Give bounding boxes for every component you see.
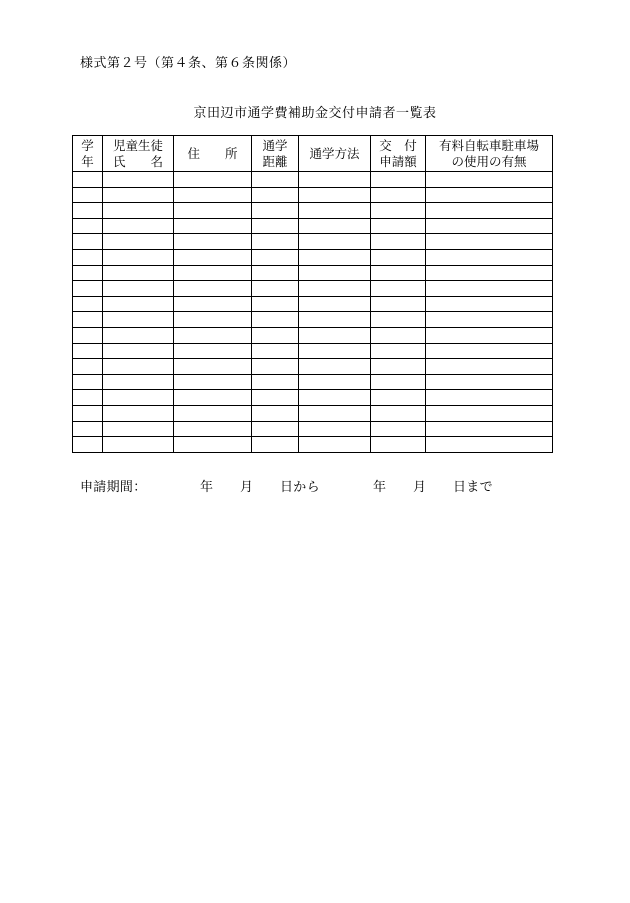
- table-cell[interactable]: [174, 172, 252, 188]
- table-cell[interactable]: [371, 187, 426, 203]
- table-cell[interactable]: [426, 327, 553, 343]
- table-cell[interactable]: [174, 234, 252, 250]
- table-cell[interactable]: [371, 265, 426, 281]
- table-cell[interactable]: [252, 343, 299, 359]
- table-cell[interactable]: [174, 437, 252, 453]
- col-grade: [73, 136, 103, 172]
- table-row: [73, 203, 553, 219]
- from-year-label: 年: [200, 480, 214, 495]
- col-bicycle-parking-use-line-2: の使用の有無: [451, 153, 527, 169]
- table-cell[interactable]: [103, 405, 174, 421]
- table-row: [73, 312, 553, 328]
- col-commute-method: [299, 136, 371, 172]
- table-cell[interactable]: [371, 437, 426, 453]
- table-cell[interactable]: [73, 187, 103, 203]
- table-cell[interactable]: [174, 390, 252, 406]
- table-cell[interactable]: [103, 281, 174, 297]
- table-cell[interactable]: [426, 218, 553, 234]
- col-bicycle-parking-use: [426, 136, 553, 172]
- table-row: [73, 327, 553, 343]
- col-grade-line-1: 学: [81, 137, 94, 153]
- col-requested-amount-line-2: 申請額: [379, 153, 417, 169]
- table-header-row: [73, 136, 553, 172]
- col-address-line-1: 住 所: [187, 145, 238, 161]
- table-cell[interactable]: [252, 281, 299, 297]
- to-day-label: 日まで: [453, 480, 493, 495]
- col-student-name-line-1: 児童生徒: [112, 137, 163, 153]
- table-cell[interactable]: [299, 281, 371, 297]
- table-cell[interactable]: [371, 296, 426, 312]
- table-cell[interactable]: [371, 374, 426, 390]
- table-cell[interactable]: [174, 374, 252, 390]
- to-month-label: 月: [413, 480, 427, 495]
- table-row: [73, 296, 553, 312]
- table-row: [73, 437, 553, 453]
- table-cell[interactable]: [426, 234, 553, 250]
- table-cell[interactable]: [371, 218, 426, 234]
- form-number: 様式第２号（第４条、第６条関係）: [80, 56, 297, 71]
- table-row: [73, 421, 553, 437]
- table-cell[interactable]: [252, 327, 299, 343]
- table-cell[interactable]: [426, 203, 553, 219]
- table-cell[interactable]: [299, 296, 371, 312]
- table-cell[interactable]: [174, 359, 252, 375]
- table-cell[interactable]: [252, 374, 299, 390]
- table-cell[interactable]: [73, 312, 103, 328]
- table-cell[interactable]: [299, 172, 371, 188]
- table-cell[interactable]: [426, 359, 553, 375]
- table-cell[interactable]: [252, 359, 299, 375]
- table-row: [73, 265, 553, 281]
- col-address: [174, 136, 252, 172]
- table-row: [73, 405, 553, 421]
- table-row: [73, 343, 553, 359]
- table-cell[interactable]: [174, 296, 252, 312]
- table-cell[interactable]: [252, 405, 299, 421]
- table-cell[interactable]: [73, 405, 103, 421]
- table-row: [73, 234, 553, 250]
- table-cell[interactable]: [426, 405, 553, 421]
- table-cell[interactable]: [371, 343, 426, 359]
- table-cell[interactable]: [299, 249, 371, 265]
- table-cell[interactable]: [73, 327, 103, 343]
- col-grade-line-2: 年: [81, 153, 94, 169]
- table-cell[interactable]: [371, 390, 426, 406]
- table-cell[interactable]: [252, 437, 299, 453]
- table-row: [73, 281, 553, 297]
- table-cell[interactable]: [299, 327, 371, 343]
- table-cell[interactable]: [73, 390, 103, 406]
- col-student-name-line-2: 氏 名: [112, 153, 163, 169]
- table-cell[interactable]: [299, 359, 371, 375]
- table-cell[interactable]: [174, 187, 252, 203]
- table-cell[interactable]: [426, 421, 553, 437]
- table-cell[interactable]: [73, 359, 103, 375]
- table-cell[interactable]: [426, 265, 553, 281]
- applicant-list-table: [72, 135, 553, 453]
- table-cell[interactable]: [252, 421, 299, 437]
- table-cell[interactable]: [73, 172, 103, 188]
- application-period: [80, 476, 493, 596]
- table-cell[interactable]: [103, 172, 174, 188]
- table-cell[interactable]: [299, 203, 371, 219]
- table-cell[interactable]: [103, 187, 174, 203]
- table-cell[interactable]: [426, 281, 553, 297]
- table-row: [73, 172, 553, 188]
- table-cell[interactable]: [73, 421, 103, 437]
- table-row: [73, 359, 553, 375]
- table-cell[interactable]: [299, 343, 371, 359]
- table-row: [73, 374, 553, 390]
- table-cell[interactable]: [174, 218, 252, 234]
- col-bicycle-parking-use-line-1: 有料自転車駐車場: [438, 137, 539, 153]
- table-cell[interactable]: [103, 421, 174, 437]
- table-cell[interactable]: [426, 390, 553, 406]
- table-cell[interactable]: [73, 437, 103, 453]
- table-cell[interactable]: [103, 203, 174, 219]
- to-year-label: 年: [373, 480, 387, 495]
- table-cell[interactable]: [252, 390, 299, 406]
- table-cell[interactable]: [73, 249, 103, 265]
- table-cell[interactable]: [252, 312, 299, 328]
- table-cell[interactable]: [252, 218, 299, 234]
- table-cell[interactable]: [103, 359, 174, 375]
- table-cell[interactable]: [371, 281, 426, 297]
- table-cell[interactable]: [371, 172, 426, 188]
- table-body: [73, 172, 553, 453]
- table-cell[interactable]: [426, 296, 553, 312]
- table-cell[interactable]: [73, 281, 103, 297]
- table-cell[interactable]: [426, 343, 553, 359]
- col-commute-distance-line-2: 距離: [262, 153, 288, 169]
- table-cell[interactable]: [103, 390, 174, 406]
- table-cell[interactable]: [174, 265, 252, 281]
- col-commute-distance: [252, 136, 299, 172]
- table-cell[interactable]: [252, 187, 299, 203]
- table-cell[interactable]: [371, 234, 426, 250]
- table-cell[interactable]: [371, 327, 426, 343]
- table-cell[interactable]: [103, 218, 174, 234]
- table-cell[interactable]: [103, 249, 174, 265]
- table-cell[interactable]: [426, 374, 553, 390]
- table-cell[interactable]: [73, 203, 103, 219]
- col-requested-amount: [371, 136, 426, 172]
- table-cell[interactable]: [174, 281, 252, 297]
- table-cell[interactable]: [299, 265, 371, 281]
- col-commute-distance-line-1: 通学: [262, 137, 288, 153]
- application-period-label: 申請期間：: [80, 480, 147, 495]
- table-cell[interactable]: [371, 359, 426, 375]
- table-cell[interactable]: [299, 218, 371, 234]
- col-student-name: [103, 136, 174, 172]
- table-cell[interactable]: [252, 249, 299, 265]
- table-cell[interactable]: [371, 405, 426, 421]
- table-row: [73, 187, 553, 203]
- col-commute-method-line-1: 通学方法: [309, 145, 360, 161]
- table-row: [73, 218, 553, 234]
- table-cell[interactable]: [252, 265, 299, 281]
- table-cell[interactable]: [73, 218, 103, 234]
- table-cell[interactable]: [299, 187, 371, 203]
- table-cell[interactable]: [73, 374, 103, 390]
- table-cell[interactable]: [299, 421, 371, 437]
- from-day-label: 日から: [280, 480, 320, 495]
- table-cell[interactable]: [103, 312, 174, 328]
- table-cell[interactable]: [426, 312, 553, 328]
- table-cell[interactable]: [174, 405, 252, 421]
- table-cell[interactable]: [174, 249, 252, 265]
- table-cell[interactable]: [252, 296, 299, 312]
- table-cell[interactable]: [103, 343, 174, 359]
- table-cell[interactable]: [73, 265, 103, 281]
- table-cell[interactable]: [73, 234, 103, 250]
- from-month-label: 月: [240, 480, 254, 495]
- table-cell[interactable]: [371, 421, 426, 437]
- table-cell[interactable]: [103, 327, 174, 343]
- table-cell[interactable]: [73, 296, 103, 312]
- table-cell[interactable]: [252, 203, 299, 219]
- table-cell[interactable]: [103, 296, 174, 312]
- table-cell[interactable]: [426, 187, 553, 203]
- table-cell[interactable]: [299, 390, 371, 406]
- table-cell[interactable]: [174, 312, 252, 328]
- table-cell[interactable]: [252, 172, 299, 188]
- table-cell[interactable]: [426, 172, 553, 188]
- table-cell[interactable]: [174, 203, 252, 219]
- table-cell[interactable]: [426, 437, 553, 453]
- table-cell[interactable]: [103, 374, 174, 390]
- table-cell[interactable]: [371, 203, 426, 219]
- table-cell[interactable]: [103, 265, 174, 281]
- table-cell[interactable]: [299, 437, 371, 453]
- table-cell[interactable]: [371, 312, 426, 328]
- table-row: [73, 249, 553, 265]
- table-cell[interactable]: [103, 437, 174, 453]
- table-cell[interactable]: [252, 234, 299, 250]
- document-title: 京田辺市通学費補助金交付申請者一覧表: [193, 106, 437, 121]
- table-cell[interactable]: [103, 234, 174, 250]
- table-cell[interactable]: [174, 327, 252, 343]
- table-cell[interactable]: [174, 421, 252, 437]
- table-cell[interactable]: [299, 234, 371, 250]
- table-cell[interactable]: [299, 374, 371, 390]
- table-cell[interactable]: [299, 405, 371, 421]
- table-cell[interactable]: [426, 249, 553, 265]
- table-cell[interactable]: [174, 343, 252, 359]
- table-row: [73, 390, 553, 406]
- table-cell[interactable]: [73, 343, 103, 359]
- table-cell[interactable]: [371, 249, 426, 265]
- col-requested-amount-line-1: 交 付: [379, 137, 417, 153]
- table-cell[interactable]: [299, 312, 371, 328]
